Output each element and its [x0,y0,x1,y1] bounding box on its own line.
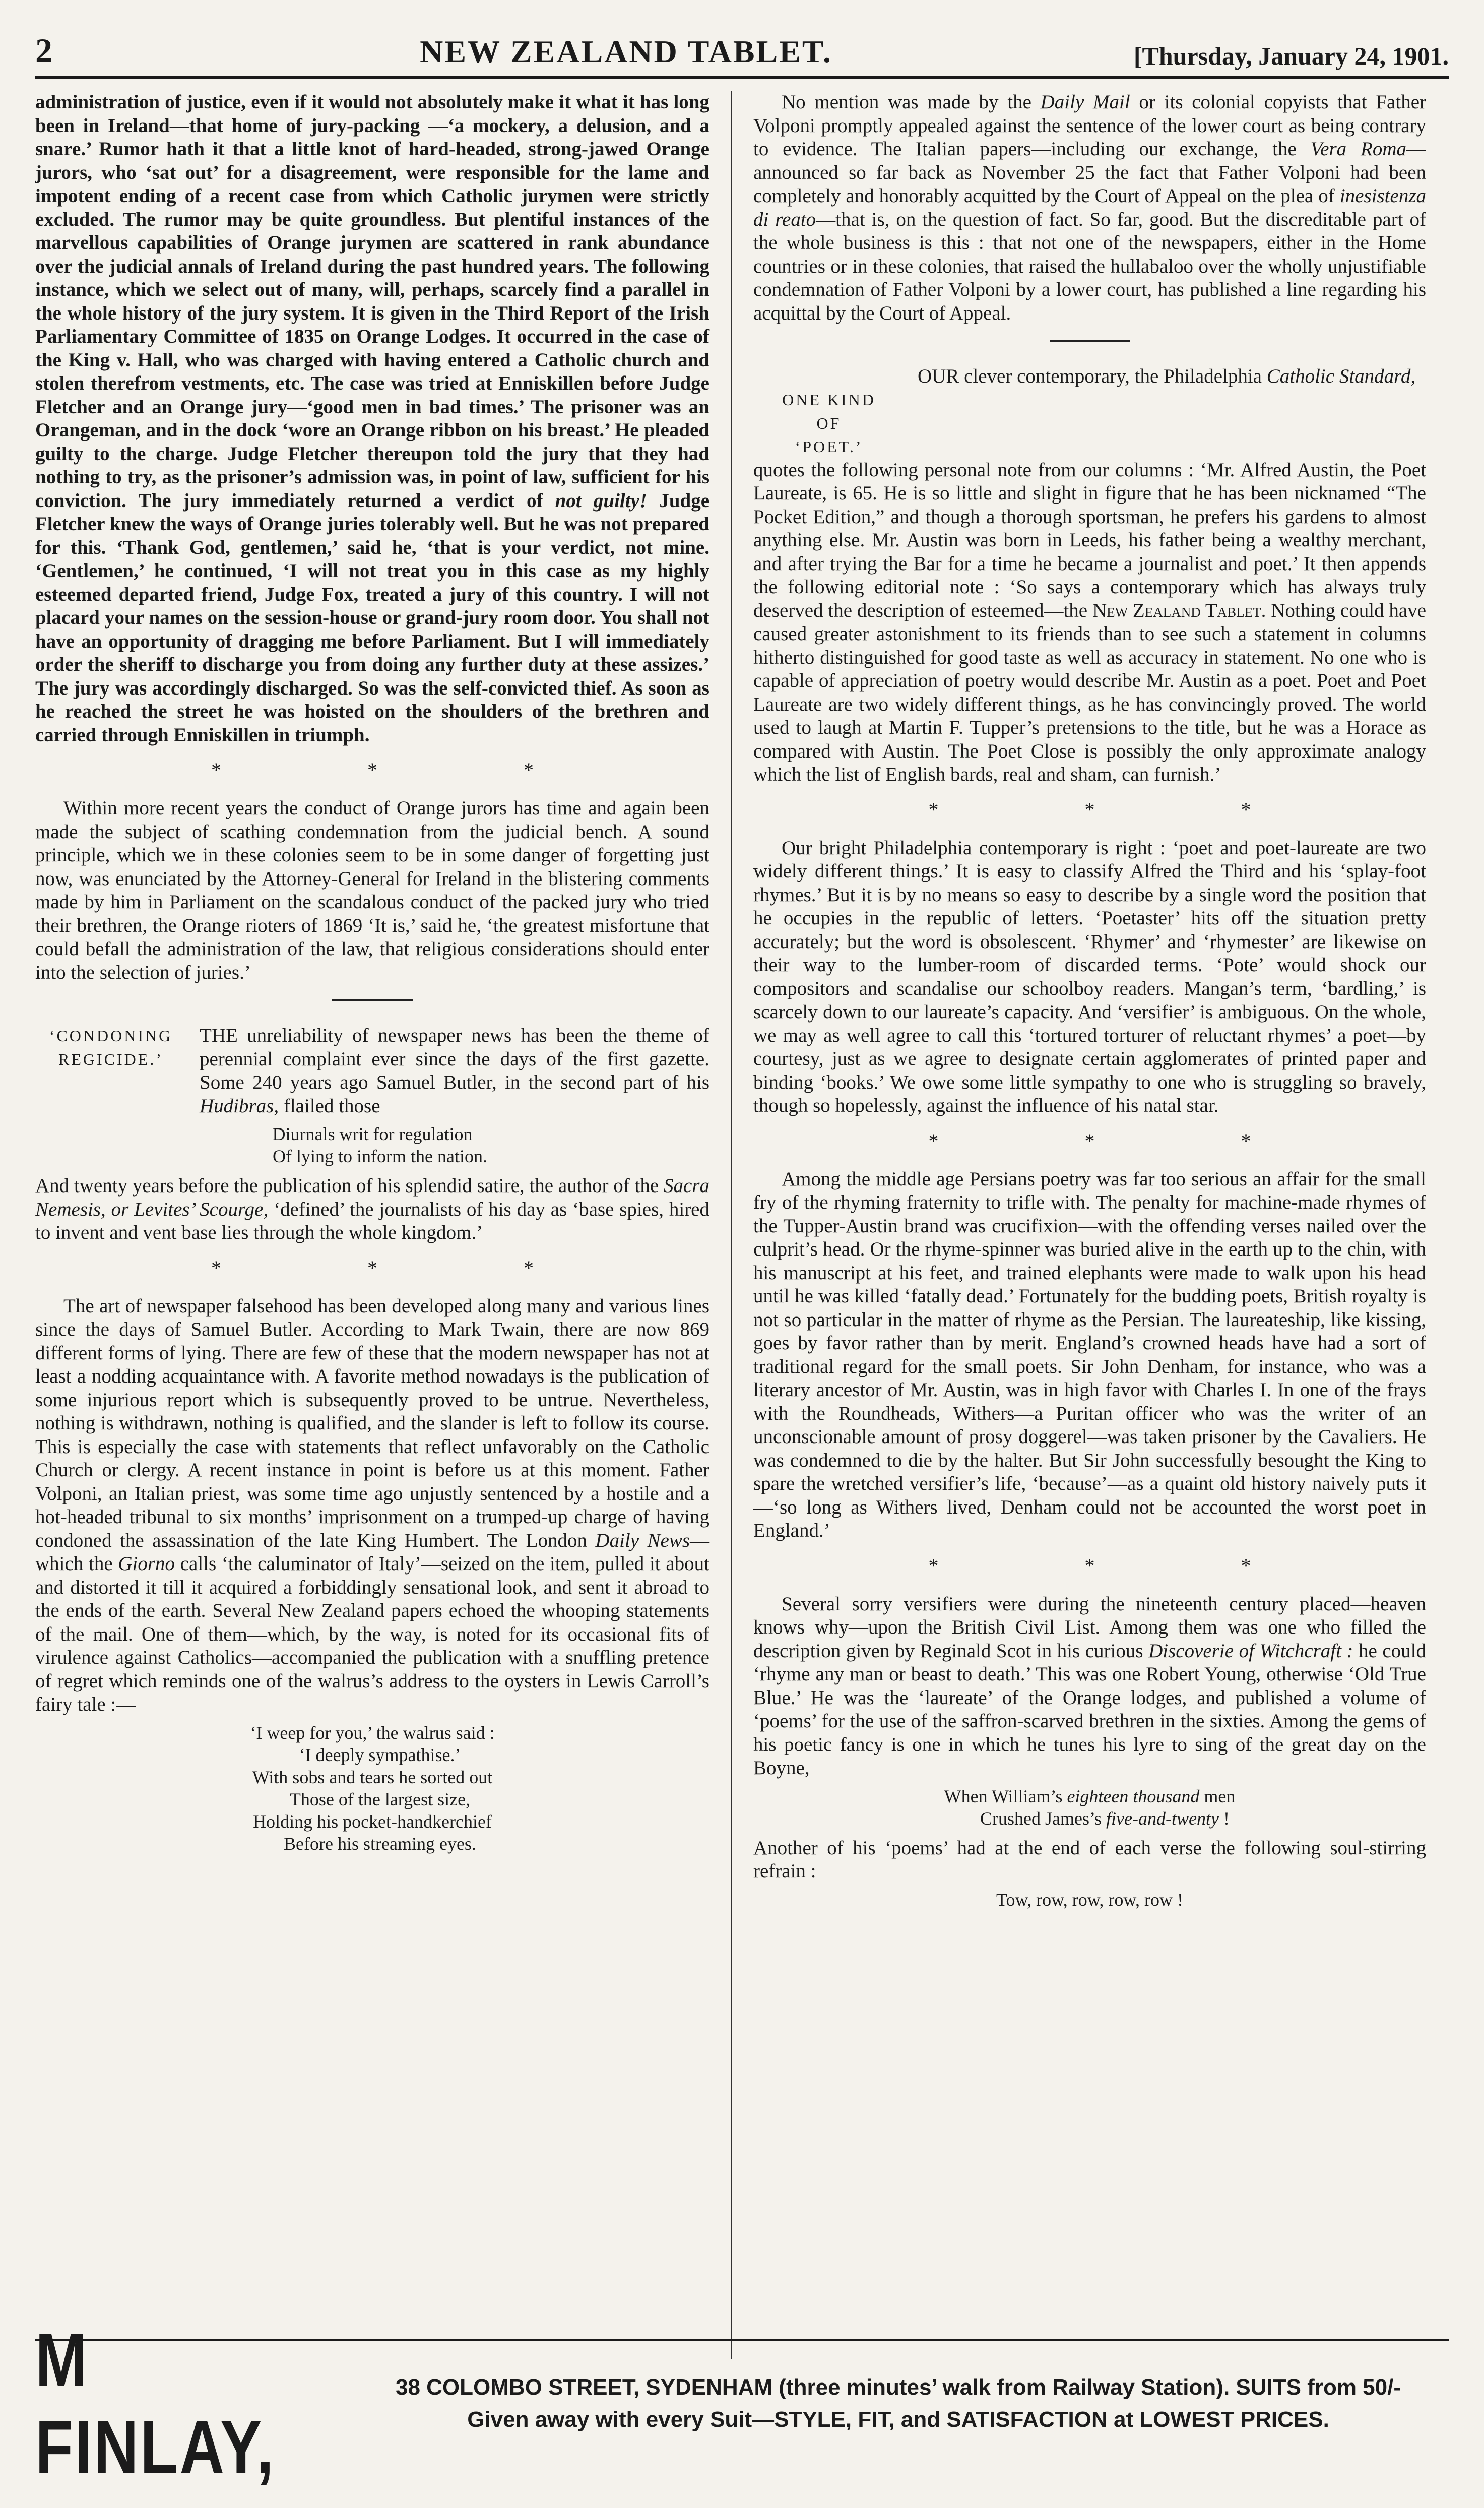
paragraph-alfred-austin: quotes the following personal note from our columns : ‘Mr. Alfred Austin, the Poet Laureate, is 65. He is so little and slight in figure that he has been nicknamed “The Pocket Edition,” and though a thorough sportsman, he prefers his gardens to almost anything else. Mr. Austin was born in Leeds, his father being a wealthy merchant, and after trying the Bar for a time he became a journalist and poet.’ It then appends the following editorial note : ‘So says a contemporary which has always truly deserved the description of esteemed—the New Zealand Tablet. Nothing could have caused greater astonishment to its friends than to see such a statement in columns hitherto distinguished for good taste as well as accuracy in statement. No one who is capable of appreciation of poetry would describe Mr. Austin as a poet. Poet and Poet Laureate are two widely different things, as he has convincingly proved. The world used to laugh at Martin F. Tupper’s pretensions to the title, but he was a Horace as compared with Austin. The Poet Close is possibly the only approximate analogy which the list of English bards, real and sham, can furnish.’ [753,459,1426,785]
section-condoning-regicide [35,1024,709,1118]
newspaper-title: NEW ZEALAND TABLET. [420,34,832,70]
issue-date: [Thursday, January 24, 1901. [1133,42,1449,70]
section-divider-stars: * * * [928,1129,1322,1152]
side-heading: ONE KIND OF ‘POET.’ [782,391,876,456]
section-one-kind-of-poet [753,365,1426,459]
paragraph-poet-laureate: Our bright Philadelphia contemporary is right : ‘poet and poet-laureate are two widely different things.’ It is easy to classify Alfred the Third and his ‘splay-foot rhymes.’ But it is by no means so easy to describe by a single word the position that he occupies in the republic of letters. ‘Poetaster’ hits off the situation pretty accurately; but the word is obsolescent. ‘Rhymer’ and ‘rhymester’ are likewise on their way to the lumber-room of discarded terms. ‘Pote’ would shock our compositors and scandalise our schoolboy readers. Mangan’s term, ‘bardling,’ is scarcely down to our laureate’s capacity. And ‘versifier’ is ambiguous. On the whole, we may as well agree to call this ‘tortured torturer of reluctant rhymes’ a poet—by courtesy, just as we agree to designate certain agglomerates of printed paper and binding ‘books.’ We owe some little sympathy to one who is struggling so bravely, though so hopelessly, against the influence of his natal star. [753,837,1426,1116]
left-column [35,91,731,2359]
section-divider-stars: * * * [928,1554,1322,1577]
advertisement-text [348,2371,1449,2436]
paragraph-newspaper-falsehood: The art of newspaper falsehood has been developed along many and various lines since the days of Samuel Butler. According to Mark Twain, there are now 869 different forms of lying. There are few of these that the modern newspaper has not at least a nodding acquaintance with. A favorite method nowadays is the publication of some injurious report which is subsequently proved to be untrue. Nevertheless, nothing is withdrawn, nothing is qualified, and the slander is left to follow its course. This is especially the case with statements that reflect unfavorably on the Catholic Church or clergy. A recent instance in point is before us at this moment. Father Volponi, an Italian priest, was some time ago unjustly sentenced by a hostile and a hot-headed tribunal to six months’ imprisonment on a trumped-up charge of having condoned the assassination of the late King Humbert. The London Daily News—which the Giorno calls ‘the caluminator of Italy’—seized on the item, pulled it about and distorted it till it acquired a forbiddingly sensational look, and sent it abroad to the ends of the earth. Several New Zealand papers echoed the whooping statements of the mail. One of them—which, by the way, is noted for its occasional fits of virulence against Catholics—accompanied the publication with a snuffling pretence of regret which reminds one of the walrus’s address to the oysters in Lewis Carroll’s fairy tale :— [35,1295,710,1715]
section-divider-stars: * * * [211,759,604,781]
verse-diurnals: Diurnals writ for regulation Of lying to inform the nation. [272,1124,487,1166]
advertisement-line-2: Given away with every Suit—STYLE, FIT, and SATISFACTION at LOWEST PRICES. [467,2407,1329,2432]
section-divider-stars: * * * [928,798,1322,821]
verse-refrain: Tow, row, row, row, row ! [996,1889,1184,1910]
advertiser-name: M FINLAY, [35,2317,276,2489]
paragraph-newspaper-news: THE unreliability of newspaper news has been the theme of perennial complaint ever since the days of the first gazette. Some 240 years ago Samuel Butler, in the second part of his Hudibras, flailed those [200,1025,709,1117]
page-number: 2 [35,31,52,70]
paragraph-refrain-intro: Another of his ‘poems’ had at the end of each verse the following soul-stirring refrain : [753,1837,1426,1882]
paragraph-orange-jurors: administration of justice, even if it would not absolutely make it what it has long been in Ireland—that home of jury-packing —‘a mockery, a delusion, and a snare.’ Rumor hath it that a little knot of hard-headed, strong-jawed Orange jurors, who ‘sat out’ for a disagreement, were responsible for the lame and impotent ending of a recent case from which Catholic jurymen were strictly excluded. The rumor may be quite groundless. But plentiful instances of the marvellous capabilities of Orange jurymen are scattered in rank abundance over the judicial annals of Ireland during the past hundred years. The following instance, which we select out of many, will, perhaps, scarcely find a parallel in the whole history of the jury system. It is given in the Third Report of the Irish Parliamentary Committee of 1835 on Orange Lodges. It occurred in the case of the King v. Hall, who was charged with having entered a Catholic church and stolen therefrom vestments, etc. The case was tried at Enniskillen before Judge Fletcher and an Orange jury—‘good men in bad times.’ The prisoner was an Orangeman, and in the dock ‘wore an Orange ribbon on his breast.’ He pleaded guilty to the charge. Judge Fletcher thereupon told the jury that they had nothing to try, as the prisoner’s admission was, in point of law, sufficient for his conviction. The jury immediately returned a verdict of not guilty! Judge Fletcher knew the ways of Orange juries tolerably well. But he was not prepared for this. ‘Thank God, gentlemen,’ said he, ‘that is your verdict, not mine. ‘Gentlemen,’ he continued, ‘I will not treat you in this case as my highly esteemed departed friend, Judge Fox, treated a jury of this country. I will not placard your names on the session-house or grand-jury room door. You shall not have an opportunity of dragging me before Parliament. But I will immediately order the sheriff to discharge you from doing any further duty at these assizes.’ The jury was accordingly discharged. So was the self-convicted thief. As soon as he reached the street he was hoisted on the shoulders of the brethren and carried through Enniskillen in triumph. [35,91,710,746]
section-divider-stars: * * * [211,1256,604,1279]
masthead [35,30,1449,79]
side-heading: ‘CONDONING REGICIDE.’ [49,1027,173,1069]
verse-boyne: When William’s eighteen thousand men Crushed James’s five-and-twenty ! [944,1786,1236,1829]
paragraph-volponi-appeal: No mention was made by the Daily Mail or its colonial copyists that Father Volponi promptly appealed against the sentence of the lower court as being contrary to evidence. The Italian papers—including our exchange, the Vera Roma—announced so far back as November 25 the fact that Father Volponi had been completely and honorably acquitted by the Court of Appeal on the plea of inesistenza di reato—that is, on the question of fact. So far, good. But the discreditable part of the whole business is this : that not one of the newspapers, either in the Home countries or in these colonies, that raised the hullabaloo over the wholly unjustifiable condemnation of Father Volponi by a lower court, has published a line regarding his acquittal by the Court of Appeal. [753,91,1426,324]
advertisement-footer [35,2317,1449,2489]
paragraph-civil-list-versifiers: Several sorry versifiers were during the nineteenth century placed—heaven knows why—upon the British Civil List. Among them was one who filled the description given by Reginald Scot in his curious Discoverie of Witchcraft : he could ‘rhyme any man or beast to death.’ This was one Robert Young, otherwise ‘Old True Blue.’ He was the ‘laureate’ of the Orange lodges, and published a volume of ‘poems’ for the use of the saffron-scarved brethren in the sixties. Among the gems of his poetic fancy is one in which he tunes his lyre to sing of the great day on the Boyne, [753,1593,1426,1779]
right-column [731,91,1426,2359]
paragraph-recent-years: Within more recent years the conduct of Orange jurors has time and again been made the subject of scathing condemnation from the judicial bench. A sound principle, which we in these colonies seem to be in some danger of forgetting just now, was enunciated by the Attorney-General for Ireland in the blistering comments made by him in Parliament on the scandalous conduct of the packed jury who tried their brethren, the Orange rioters of 1869 ‘It is,’ said he, ‘the greatest misfortune that could befall the administration of the law, that religious considerations should enter into the selection of juries.’ [35,797,709,983]
section-rule [1050,340,1130,342]
paragraph-persian-poetry: Among the middle age Persians poetry was far too serious an affair for the small fry of the rhyming fraternity to trifle with. The penalty for machine-made rhymes of the Tupper-Austin brand was crucifixion—with the offending verses nailed over the culprit’s head. Or the rhyme-spinner was buried alive in the earth up to the chin, with his manuscript at his feet, and trained elephants were made to walk upon his head until he was killed ‘fatally dead.’ Fortunately for the budding poets, British royalty is not so particular in the matter of rhyme as the Persian. The laureateship, like kissing, goes by favor rather than by merit. England’s crowned heads have had a sort of traditional regard for the small poets. Sir John Denham, for instance, who was a literary ancestor of Mr. Austin, was in high favor with Charles I. In one of the frays with the Roundheads, Withers—a Puritan officer who was the writer of an unconscionable amount of prosy doggerel—was taken prisoner by the Cavaliers. He was condemned to die by the halter. But Sir John successfully besought the King to spare the wretched versifier’s life, ‘because’—as a quaint old history naively puts it—‘so long as Withers lived, Denham could not be accounted the worst poet in England.’ [753,1168,1426,1541]
advertisement-line-1: 38 COLOMBO STREET, SYDENHAM (three minutes’ walk from Railway Station). SUITS from 50/- [395,2375,1401,2400]
verse-walrus: ‘I weep for you,’ the walrus said : ‘I deeply sympathise.’ With sobs and tears he sorted out Those of the largest size, Holding his pocket-handkerchief Before his streaming eyes. [250,1722,495,1854]
paragraph-philadelphia-standard-intro: OUR clever contemporary, the Philadelphia Catholic Standard, [918,365,1416,387]
paragraph-sacra-nemesis: And twenty years before the publication of his splendid satire, the author of the Sacra Nemesis, or Levites’ Scourge, ‘defined’ the journalists of his day as ‘base spies, hired to invent and vent base lies through the whole kingdom.’ [35,1175,709,1243]
article-columns [35,91,1449,2359]
section-rule [332,999,413,1001]
